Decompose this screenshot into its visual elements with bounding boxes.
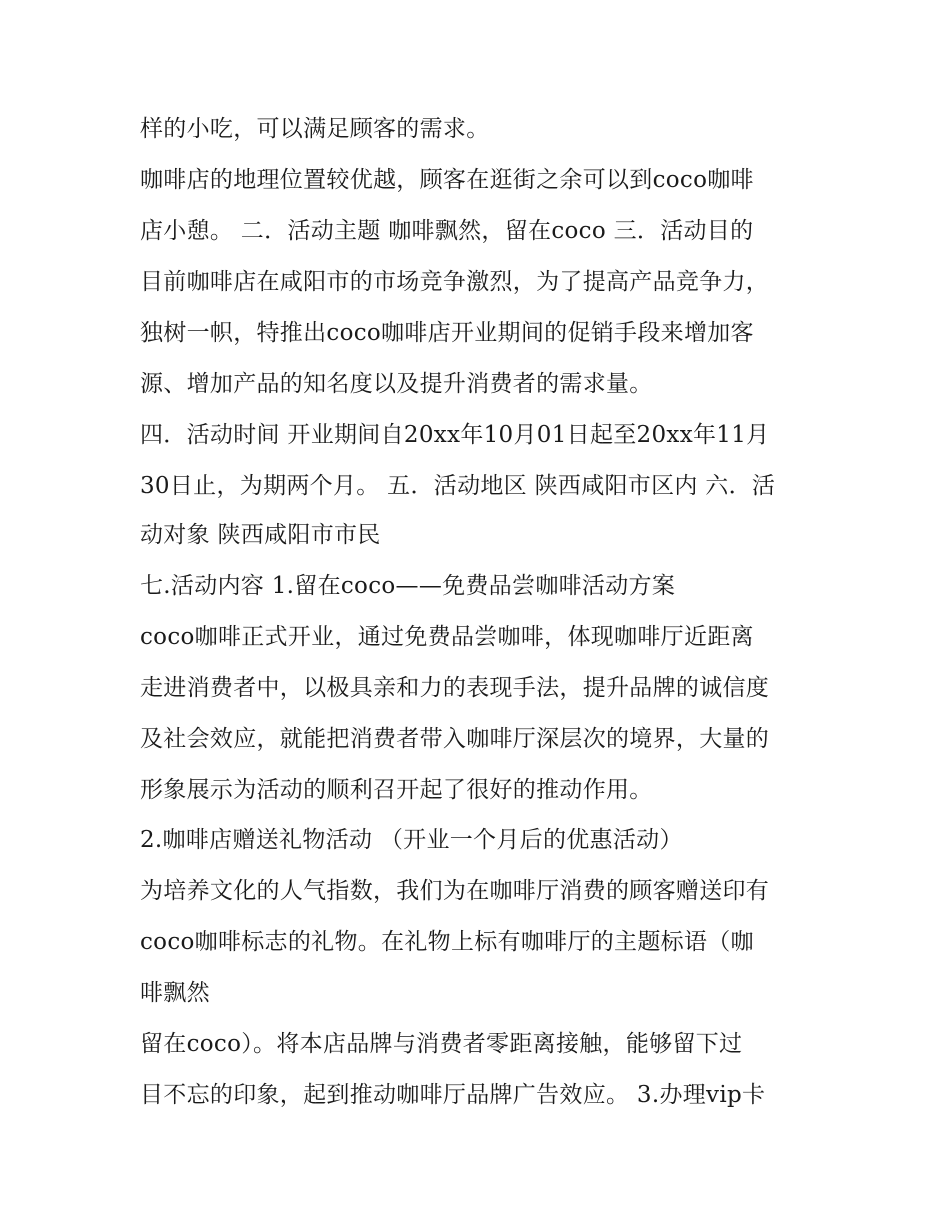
text-line: 及社会效应，就能把消费者带入咖啡厅深层次的境界，大量的 (140, 726, 770, 752)
text-line: 留在coco）。将本店品牌与消费者零距离接触，能够留下过 (140, 1031, 743, 1057)
text-line: coco咖啡标志的礼物。在礼物上标有咖啡厅的主题标语（咖 (140, 929, 754, 955)
text-line: 走进消费者中，以极具亲和力的表现手法，提升品牌的诚信度 (140, 675, 770, 701)
text-line: 样的小吃，可以满足顾客的需求。 (140, 116, 490, 142)
text-line: 为培养文化的人气指数，我们为在咖啡厅消费的顾客赠送印有 (140, 878, 770, 904)
text-line: 动对象 陕西咸阳市市民 (140, 522, 381, 548)
text-line: 目不忘的印象，起到推动咖啡厅品牌广告效应。 3.办理vip卡 (140, 1082, 766, 1108)
text-line: 咖啡店的地理位置较优越，顾客在逛街之余可以到coco咖啡 (140, 167, 754, 193)
text-line: 啡飘然 (140, 980, 210, 1006)
text-line: 形象展示为活动的顺利召开起了很好的推动作用。 (140, 777, 653, 803)
text-line: 源、增加产品的知名度以及提升消费者的需求量。 (140, 371, 653, 397)
text-line: coco咖啡正式开业，通过免费品尝咖啡，体现咖啡厅近距离 (140, 624, 754, 650)
text-line: 目前咖啡店在咸阳市的市场竞争激烈，为了提高产品竞争力， (140, 269, 770, 295)
text-line: 30日止，为期两个月。 五．活动地区 陕西咸阳市区内 六．活 (140, 473, 776, 499)
text-line: 店小憩。 二．活动主题 咖啡飘然，留在coco 三．活动目的 (140, 218, 754, 244)
text-line: 七.活动内容 1.留在coco——免费品尝咖啡活动方案 (140, 573, 676, 599)
text-line: 四．活动时间 开业期间自20xx年10月01日起至20xx年11月 (140, 422, 770, 448)
text-line: 2.咖啡店赠送礼物活动 （开业一个月后的优惠活动） (140, 827, 683, 853)
text-line: 独树一帜，特推出coco咖啡店开业期间的促销手段来增加客 (140, 320, 754, 346)
